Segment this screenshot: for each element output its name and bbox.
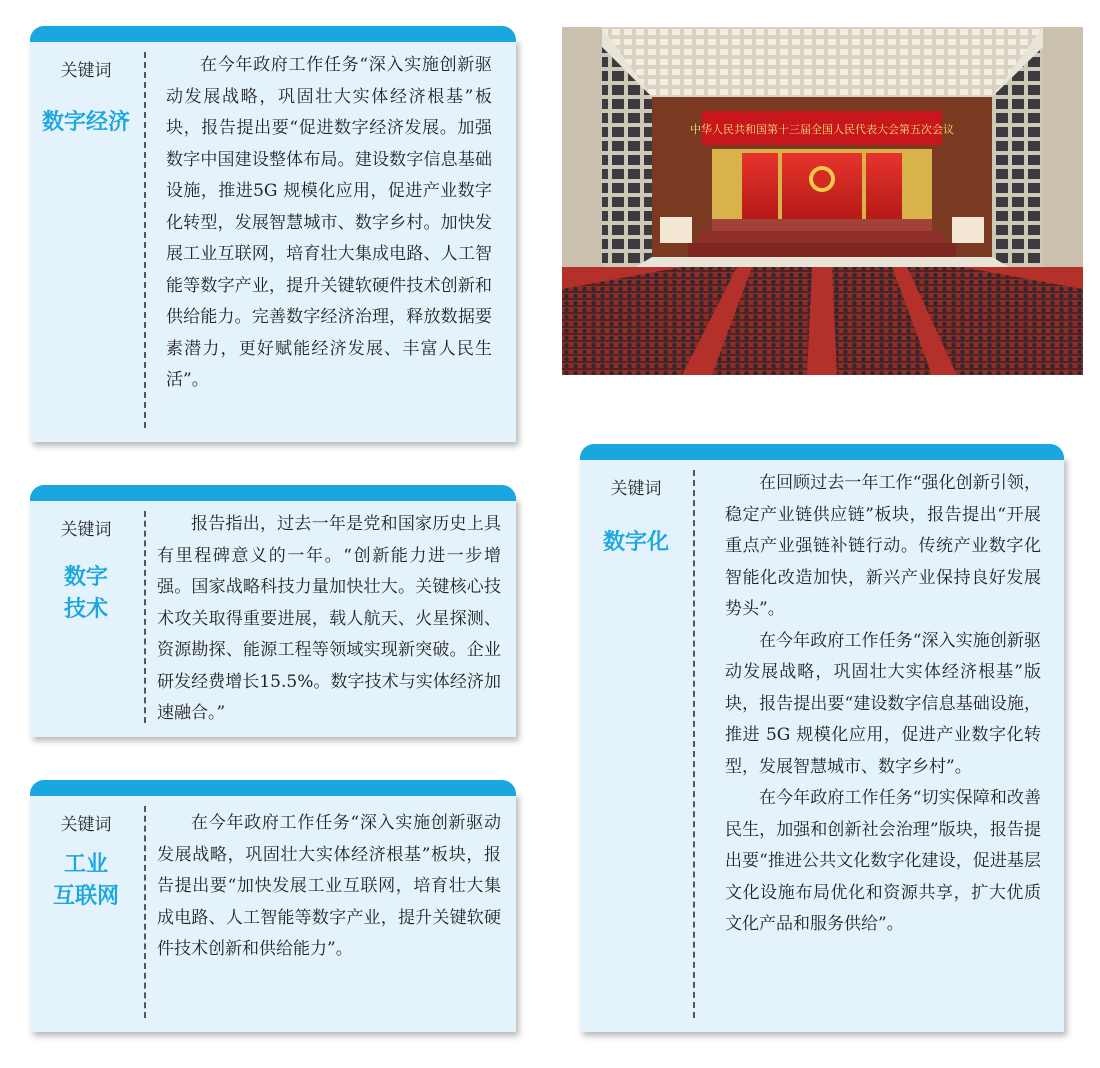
keyword-label: 关键词	[60, 815, 112, 835]
paragraph: 在今年政府工作任务“切实保障和改善民生，加强和创新社会治理”版块，报告提出要“推进公共文化数字化建设，促进基层文化设施布局优化和资源共享，扩大优质文化产品和服务供给”。	[725, 788, 1041, 934]
card-body	[166, 50, 492, 397]
keyword-sidebar	[580, 456, 692, 1032]
keyword-sidebar	[30, 497, 142, 737]
paragraph: 报告指出，过去一年是党和国家历史上具有里程碑意义的一年。“创新能力进一步增强。国家战略科技力量加快壮大。关键核心技术攻关取得重要进展，载人航天、火星探测、资源勘探、能源工程等领域实现新突破。企业研发经费增长15.5%。数字技术与实体经济加速融合。”	[157, 514, 501, 723]
paragraph: 在今年政府工作任务“深入实施创新驱动发展战略，巩固壮大实体经济根基”板块，报告提出要“促进数字经济发展。加强数字中国建设整体布局。建设数字信息基础设施，推进5G 规模化应用，促进产业数字化转型，发展智慧城市、数字乡村。加快发展工业互联网，培育壮大集成电路、人工智能等数字产业，提升关键软硬件技术创新和供给能力。完善数字经济治理，释放数据要素潜力，更好赋能经济发展、丰富人民生活”。	[166, 55, 492, 390]
session-banner-text: 中华人民共和国第十三届全国人民代表大会第五次会议	[690, 123, 954, 136]
card-body	[157, 808, 501, 966]
dashed-divider	[144, 806, 146, 1018]
keyword-term: 数字经济	[41, 110, 130, 135]
card-digitalization	[580, 456, 1064, 1032]
card-body	[725, 468, 1041, 941]
keyword-term-line2: 互联网	[52, 884, 119, 909]
keyword-term-line2: 技术	[63, 597, 108, 622]
congress-hall-illustration	[562, 27, 1083, 375]
session-photo	[562, 27, 1083, 375]
paragraph: 在今年政府工作任务“深入实施创新驱动发展战略，巩固壮大实体经济根基”板块，报告提出要“加快发展工业互联网，培育壮大集成电路、人工智能等数字产业，提升关键软硬件技术创新和供给能力”。	[157, 813, 501, 959]
keyword-sidebar	[30, 792, 142, 1032]
dashed-divider	[144, 52, 146, 428]
dashed-divider	[693, 470, 695, 1018]
card-industrial-internet	[30, 792, 516, 1032]
keyword-term: 数字化	[602, 530, 669, 555]
card-digital-economy	[30, 38, 516, 442]
keyword-term-line1: 数字	[63, 565, 108, 590]
dashed-divider	[144, 511, 146, 723]
paragraph: 在回顾过去一年工作“强化创新引领，稳定产业链供应链”板块，报告提出“开展重点产业强链补链行动。传统产业数字化智能化改造加快，新兴产业保持良好发展势头”。	[725, 473, 1041, 619]
keyword-label: 关键词	[60, 520, 112, 540]
keyword-sidebar	[30, 38, 142, 442]
keyword-label: 关键词	[610, 479, 662, 499]
card-digital-tech	[30, 497, 516, 737]
keyword-label: 关键词	[60, 61, 112, 81]
card-body	[157, 509, 501, 730]
keyword-term-line1: 工业	[63, 852, 108, 877]
paragraph: 在今年政府工作任务“深入实施创新驱动发展战略，巩固壮大实体经济根基”版块，报告提出要“建设数字信息基础设施，推进 5G 规模化应用，促进产业数字化转型，发展智慧城市、数字乡村”。	[725, 630, 1041, 777]
